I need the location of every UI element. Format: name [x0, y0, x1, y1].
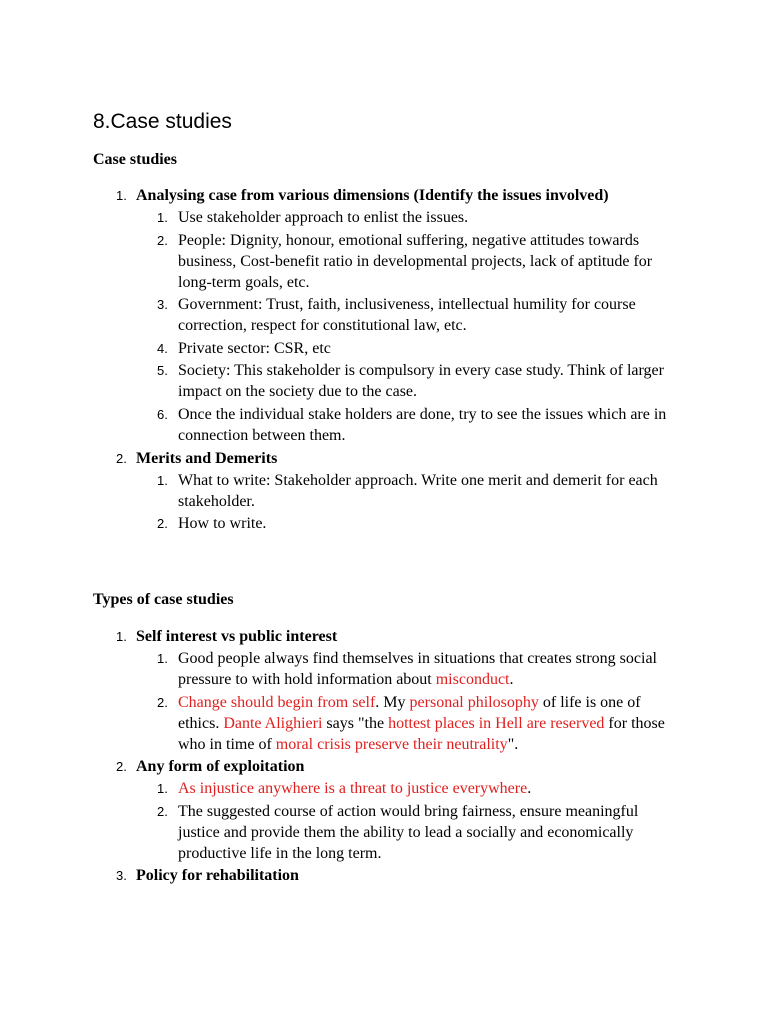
highlighted-text: personal philosophy [409, 693, 539, 711]
sub-list-item-text: What to write: Stakeholder approach. Write one merit and demerit for each stakeholder. [178, 471, 658, 510]
sub-list-item [157, 338, 678, 359]
list-item [0, 756, 676, 864]
list-number: 3. [157, 297, 168, 312]
text-segment: . [509, 671, 514, 688]
highlighted-text: Change should begin from self [178, 693, 376, 711]
list-number: 2. [116, 759, 127, 774]
sub-list [136, 207, 676, 446]
text-segment: . My [375, 693, 410, 711]
list-item [0, 448, 676, 535]
list-number: 1. [157, 651, 168, 666]
text-segment: The suggested course of action would bring fairness, ensure meaningful justice and provide them the ability to lead a socially and economically productive life in the long term. [178, 802, 639, 862]
sub-list-item-text [178, 803, 638, 862]
list-item-text: Analysing case from various dimensions (Identify the issues involved) [136, 187, 609, 204]
highlighted-text: hottest places in Hell are reserved [388, 714, 605, 732]
list-item-text: Policy for rehabilitation [136, 867, 299, 884]
sub-list [136, 778, 676, 864]
list-number: 1. [157, 210, 168, 225]
text-segment: for those who in time of [178, 714, 665, 753]
sub-list-item [157, 404, 678, 446]
sub-list-item-text [178, 780, 531, 797]
list-number: 5. [157, 363, 168, 378]
section-heading-case-studies: Case studies [93, 151, 178, 168]
list-number: 1. [116, 629, 127, 644]
types-of-case-studies-list [0, 626, 768, 886]
text-segment: ". [507, 735, 519, 753]
section-heading-types-of-case-studies: Types of case studies [93, 591, 234, 608]
highlighted-text: As injustice anywhere is a threat to justice everywhere [178, 780, 528, 797]
sub-list-item-text: Use stakeholder approach to enlist the issues. [178, 209, 469, 226]
case-studies-list [0, 185, 768, 536]
text-segment: says "the [322, 714, 389, 732]
sub-list-item [157, 513, 678, 534]
list-number: 2. [157, 516, 168, 531]
sub-list-item-text: People: Dignity, honour, emotional suffering, negative attitudes towards business, Cost-benefit ratio in developmental projects, lack of aptitude for long-term goals, etc. [178, 231, 653, 291]
list-number: 3. [116, 868, 127, 883]
sub-list [136, 470, 676, 535]
list-number: 2. [116, 450, 127, 466]
list-item [0, 865, 676, 886]
list-number: 2. [157, 803, 168, 819]
list-number: 2. [157, 232, 168, 248]
text-segment: Good people always find themselves in situations that creates strong social pressure to with hold information about [178, 650, 657, 688]
sub-list-item [157, 801, 678, 864]
sub-list-item-text [178, 694, 665, 753]
sub-list-item-text: Government: Trust, faith, inclusiveness, intellectual humility for course correction, respect for constitutional law, etc. [178, 296, 636, 334]
sub-list-item [157, 294, 678, 336]
highlighted-text: Dante Alighieri [223, 714, 323, 732]
list-item-text: Merits and Demerits [136, 449, 278, 467]
sub-list [136, 648, 676, 755]
list-item [0, 626, 676, 755]
highlighted-text: moral crisis preserve their neutrality [275, 735, 508, 753]
sub-list-item [157, 207, 678, 228]
text-segment: . [527, 780, 532, 797]
sub-list-item-text: How to write. [178, 515, 267, 532]
list-number: 2. [157, 694, 168, 710]
sub-list-item [157, 360, 678, 402]
list-item [0, 185, 676, 446]
sub-list-item-text: Private sector: CSR, etc [178, 339, 331, 357]
sub-list-item-text: Society: This stakeholder is compulsory in every case study. Think of larger impact on the society due to the case. [178, 362, 664, 400]
sub-list-item-text [178, 650, 657, 688]
list-number: 6. [157, 406, 168, 422]
list-number: 1. [157, 472, 168, 488]
sub-list-item [157, 230, 678, 293]
sub-list-item [157, 648, 678, 690]
document-title: 8.Case studies [93, 110, 232, 133]
sub-list-item-text: Once the individual stake holders are done, try to see the issues which are in connection between them. [178, 405, 667, 444]
sub-list-item [157, 692, 678, 755]
sub-list-item [157, 778, 678, 799]
sub-list-item [157, 470, 678, 512]
list-number: 1. [116, 188, 127, 203]
list-number: 1. [157, 781, 168, 796]
text-segment: of life is one of ethics. [178, 693, 641, 732]
highlighted-text: misconduct [435, 671, 510, 688]
list-number: 4. [157, 340, 168, 356]
list-item-text: Self interest vs public interest [136, 628, 338, 645]
list-item-text: Any form of exploitation [136, 758, 305, 775]
